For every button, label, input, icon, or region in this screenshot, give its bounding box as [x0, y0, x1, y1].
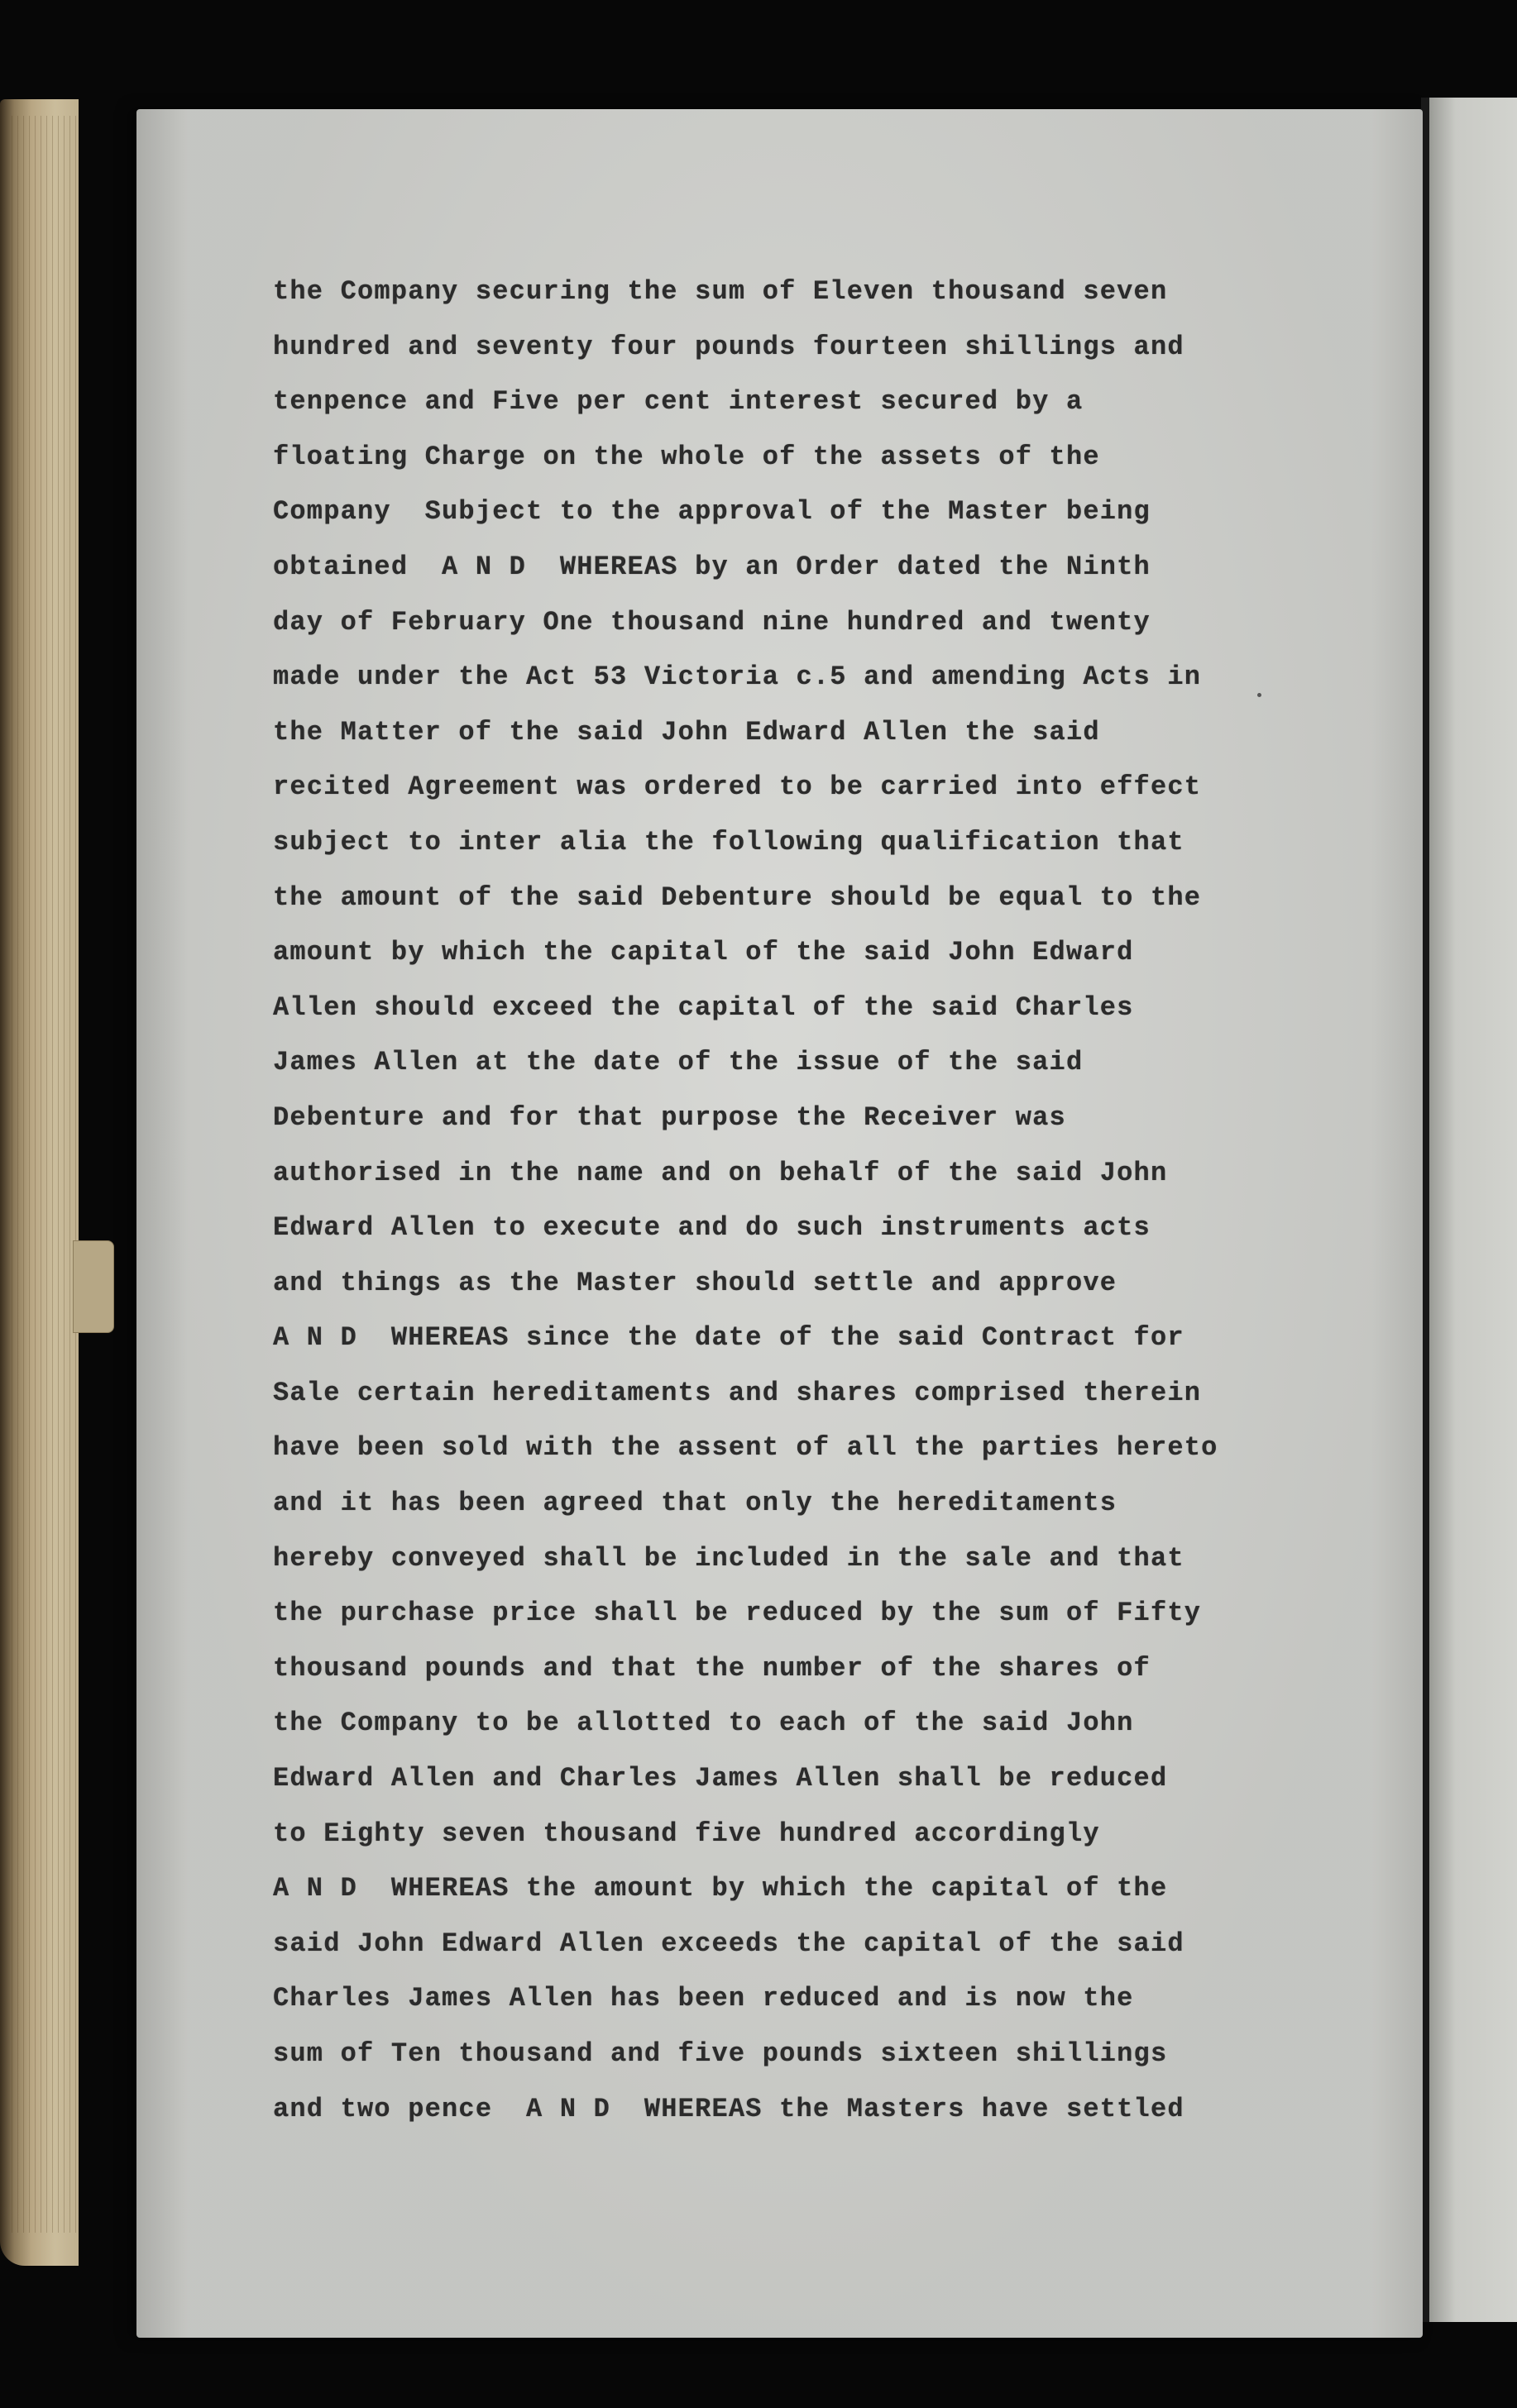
text-line: authorised in the name and on behalf of the said John [273, 1157, 1168, 1188]
text-line: the Matter of the said John Edward Allen the said [273, 716, 1100, 748]
margin-ink-dot [1257, 693, 1261, 697]
text-line: subject to inter alia the following qualification that [273, 826, 1184, 858]
text-line: floating Charge on the whole of the assets of the [273, 441, 1100, 472]
text-line: and things as the Master should settle and approve [273, 1267, 1117, 1298]
text-line: have been sold with the assent of all the parties hereto [273, 1432, 1218, 1464]
page-stack-edges [12, 116, 76, 2233]
text-line: Edward Allen and Charles James Allen shall be reduced [273, 1763, 1168, 1794]
text-line: day of February One thousand nine hundred and twenty [273, 606, 1151, 638]
text-line: the Company securing the sum of Eleven thousand seven [273, 276, 1168, 307]
text-line: Charles James Allen has been reduced and is now the [273, 1983, 1134, 2014]
typed-text-block [273, 265, 1224, 2137]
text-line: Debenture and for that purpose the Receiver was [273, 1101, 1066, 1133]
text-line: and two pence A N D WHEREAS the Masters have settled [273, 2093, 1184, 2124]
text-line: hundred and seventy four pounds fourteen shillings and [273, 331, 1184, 362]
text-line: amount by which the capital of the said John Edward [273, 937, 1134, 968]
text-line: Company Subject to the approval of the Master being [273, 496, 1151, 528]
text-line: thousand pounds and that the number of the shares of [273, 1652, 1151, 1684]
text-line: to Eighty seven thousand five hundred accordingly [273, 1818, 1100, 1849]
text-line: Allen should exceed the capital of the said Charles [273, 991, 1134, 1023]
next-page-edge [1429, 98, 1517, 2322]
text-line: A N D WHEREAS the amount by which the capital of the [273, 1873, 1168, 1904]
text-line: hereby conveyed shall be included in the sale and that [273, 1542, 1184, 1574]
text-line: A N D WHEREAS since the date of the said Contract for [273, 1322, 1184, 1354]
text-line: sum of Ten thousand and five pounds sixteen shillings [273, 2038, 1168, 2069]
text-line: Sale certain hereditaments and shares comprised therein [273, 1377, 1202, 1408]
text-line: made under the Act 53 Victoria c.5 and amending Acts in [273, 662, 1202, 693]
text-line: James Allen at the date of the issue of the said [273, 1047, 1084, 1078]
text-line: the amount of the said Debenture should be equal to the [273, 882, 1202, 913]
text-line: and it has been agreed that only the hereditaments [273, 1488, 1117, 1519]
text-line: Edward Allen to execute and do such instruments acts [273, 1212, 1151, 1244]
text-line: tenpence and Five per cent interest secured by a [273, 386, 1084, 418]
text-line: the purchase price shall be reduced by the sum of Fifty [273, 1598, 1202, 1629]
text-line: the Company to be allotted to each of the said John [273, 1708, 1134, 1739]
text-line: recited Agreement was ordered to be carried into effect [273, 772, 1202, 803]
page-tab [73, 1240, 114, 1333]
text-line: said John Edward Allen exceeds the capital of the said [273, 1928, 1184, 1959]
text-line: obtained A N D WHEREAS by an Order dated the Ninth [273, 551, 1151, 582]
